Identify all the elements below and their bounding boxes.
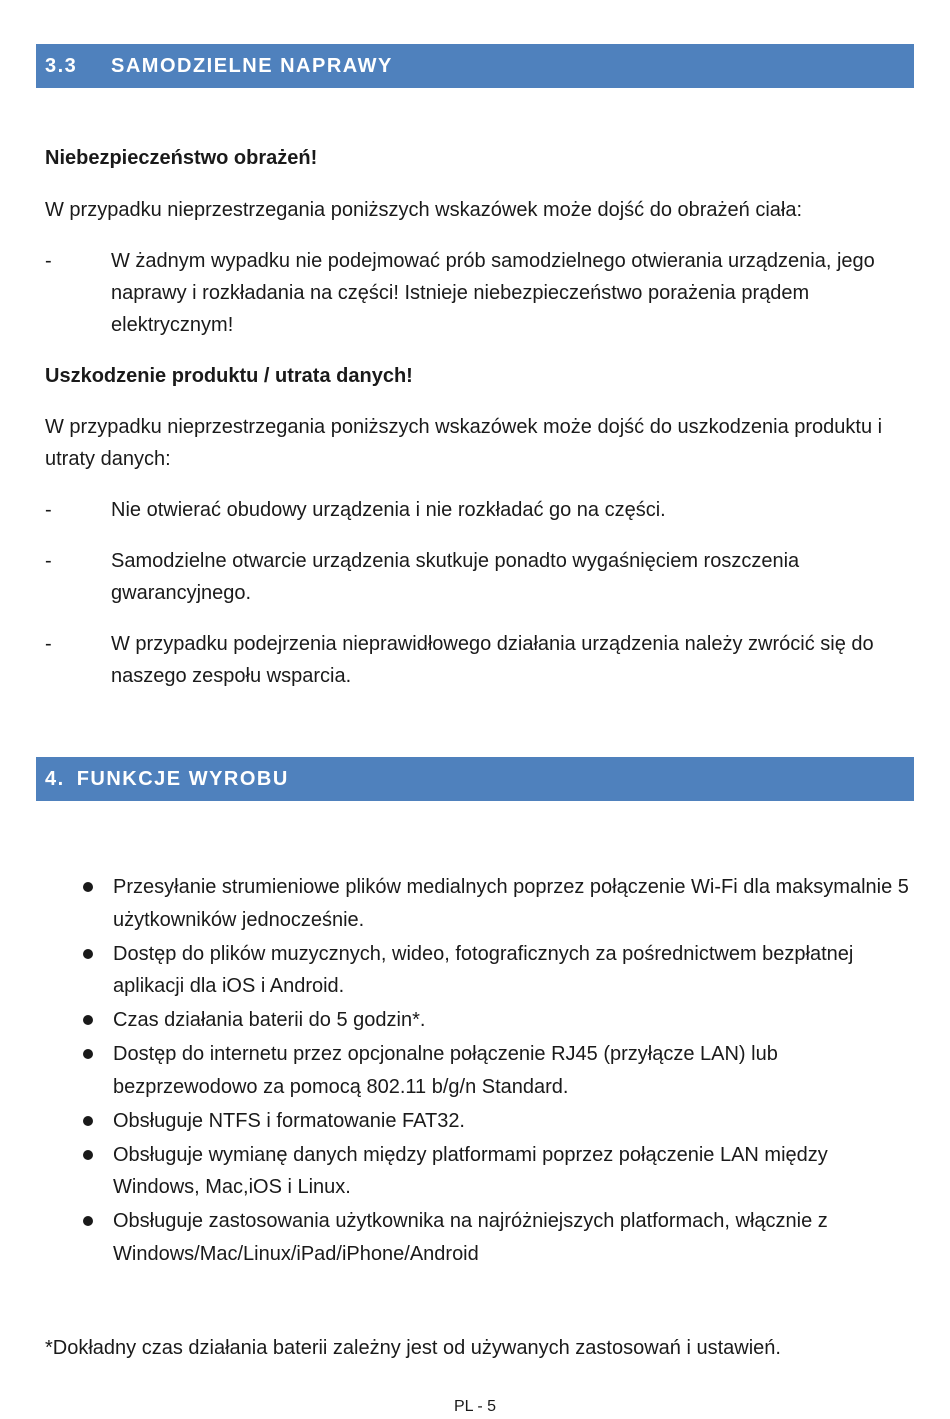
list-item <box>80 871 910 936</box>
section-title: SAMODZIELNE NAPRAWY <box>111 55 393 77</box>
list-item-text: W przypadku podejrzenia nieprawidłowego działania urządzenia należy zwrócić się do naszego zespołu wsparcia. <box>111 633 874 687</box>
bullet-icon <box>83 949 93 959</box>
list-item <box>80 938 910 1003</box>
list-item-text: Przesyłanie strumieniowe plików medialnych poprzez połączenie Wi-Fi dla maksymalnie 5 użytkowników jednocześnie. <box>113 876 909 931</box>
list-item <box>80 1205 910 1270</box>
list-item <box>45 545 910 609</box>
page-number: PL - 5 <box>453 1398 497 1415</box>
bullet-icon <box>83 1015 93 1025</box>
list-item-text: W żadnym wypadku nie podejmować prób samodzielnego otwierania urządzenia, jego naprawy i rozkładania na części! Istnieje niebezpieczeństwo porażenia prądem elektrycznym! <box>111 250 875 336</box>
list-item <box>80 1105 910 1138</box>
list-item <box>80 1038 910 1103</box>
warning-injury-heading: Niebezpieczeństwo obrażeń! <box>45 147 318 169</box>
list-item-text: Dostęp do internetu przez opcjonalne połączenie RJ45 (przyłącze LAN) lub bezprzewodowo za pomocą 802.11 b/g/n Standard. <box>113 1043 778 1098</box>
dash-marker: - <box>45 550 52 572</box>
list-item-text: Obsługuje NTFS i formatowanie FAT32. <box>113 1109 465 1132</box>
bullet-icon <box>83 1150 93 1160</box>
section-header-4 <box>36 757 914 801</box>
dash-marker: - <box>45 250 52 272</box>
features-list <box>80 871 910 1272</box>
list-item-text: Samodzielne otwarcie urządzenia skutkuje ponadto wygaśnięciem roszczenia gwarancyjnego. <box>111 550 800 604</box>
list-item-text: Obsługuje wymianę danych między platformami poprzez połączenie LAN między Windows, Mac,iOS i Linux. <box>113 1143 828 1198</box>
warning-damage-intro: W przypadku nieprzestrzegania poniższych wskazówek może dojść do uszkodzenia produktu i utraty danych: <box>45 416 883 470</box>
warning-damage-heading: Uszkodzenie produktu / utrata danych! <box>45 365 413 387</box>
list-item-text: Dostęp do plików muzycznych, wideo, fotograficznych za pośrednictwem bezpłatnej aplikacji dla iOS i Android. <box>113 942 854 997</box>
bullet-icon <box>83 1116 93 1126</box>
list-item <box>45 245 910 341</box>
bullet-icon <box>83 1049 93 1059</box>
bullet-icon <box>83 882 93 892</box>
dash-marker: - <box>45 633 52 655</box>
bullet-icon <box>83 1216 93 1226</box>
list-item <box>80 1139 910 1204</box>
list-item <box>80 1004 910 1037</box>
list-item <box>45 494 910 526</box>
section-header-3-3 <box>36 44 914 88</box>
list-item-text: Nie otwierać obudowy urządzenia i nie rozkładać go na części. <box>111 499 666 521</box>
list-item-text: Czas działania baterii do 5 godzin*. <box>113 1009 426 1031</box>
dash-marker: - <box>45 499 52 521</box>
footnote: *Dokładny czas działania baterii zależny jest od używanych zastosowań i ustawień. <box>45 1337 781 1359</box>
warning-injury-intro: W przypadku nieprzestrzegania poniższych wskazówek może dojść do obrażeń ciała: <box>45 199 803 221</box>
section-number: 3.3 <box>45 55 78 77</box>
section-number: 4. <box>45 768 65 790</box>
section-title: FUNKCJE WYROBU <box>76 768 289 790</box>
list-item-text: Obsługuje zastosowania użytkownika na najróżniejszych platformach, włącznie z Windows/Mac/Linux/iPad/iPhone/Android <box>113 1210 828 1265</box>
list-item <box>45 628 910 692</box>
